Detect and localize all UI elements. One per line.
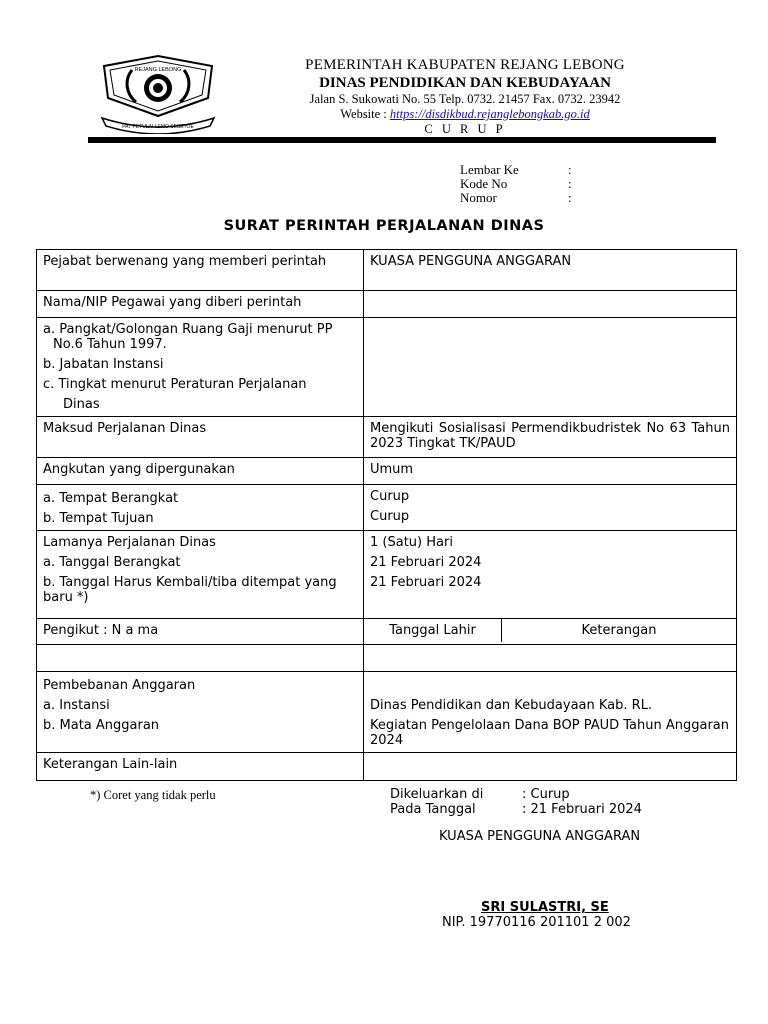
signatory-name: SRI SULASTRI, SE <box>481 900 609 915</box>
budget-account-value: Kegiatan Pengelolaan Dana BOP PAUD Tahun Anggaran 2024 <box>370 718 730 748</box>
agency-name: DINAS PENDIDIKAN DAN KEBUDAYAAN <box>319 75 611 91</box>
agency-address: Jalan S. Sukowati No. 55 Telp. 0732. 21457 Fax. 0732. 23942 <box>309 92 621 106</box>
letterhead <box>250 57 680 137</box>
issued-date-label: Pada Tanggal <box>390 802 476 817</box>
table-row <box>37 753 737 781</box>
code-label: Kode No <box>460 176 508 191</box>
agency-budget-value: Dinas Pendidikan dan Kebudayaan Kab. RL. <box>370 698 653 713</box>
destination-label: b. Tempat Tujuan <box>43 511 154 526</box>
table-row <box>37 250 737 291</box>
letterhead-divider <box>88 137 716 143</box>
other-remarks-label: Keterangan Lain-lain <box>37 753 364 781</box>
agency-website <box>250 107 680 122</box>
return-date-value: 21 Februari 2024 <box>370 575 482 590</box>
logo-motto-text: PAT PETULAI LEMO SESETOE <box>122 124 194 130</box>
employee-label: Nama/NIP Pegawai yang diberi perintah <box>37 291 364 318</box>
purpose-label: Maksud Perjalanan Dinas <box>37 417 364 458</box>
employee-value <box>364 291 737 318</box>
table-row <box>37 458 737 485</box>
rejang-lebong-logo <box>96 54 220 134</box>
document-title: SURAT PERINTAH PERJALANAN DINAS <box>223 218 545 234</box>
document-meta <box>460 163 572 205</box>
logo-top-text: REJANG LEBONG <box>134 67 182 73</box>
authority-label: Pejabat berwenang yang memberi perintah <box>37 250 364 291</box>
transport-value: Umum <box>364 458 737 485</box>
other-remarks-value <box>364 753 737 781</box>
table-row <box>37 417 737 458</box>
agency-budget-label: a. Instansi <box>43 698 110 713</box>
travel-level-label: c. Tingkat menurut Peraturan Perjalanan <box>43 377 307 392</box>
travel-order-table <box>36 249 737 781</box>
duration-label: Lamanya Perjalanan Dinas <box>43 535 216 550</box>
table-row <box>37 531 737 619</box>
duration-value: 1 (Satu) Hari <box>370 535 453 550</box>
budget-account-label: b. Mata Anggaran <box>43 718 160 733</box>
issuance-block <box>390 787 642 817</box>
signatory-position: KUASA PENGGUNA ANGGARAN <box>439 829 641 844</box>
rank-label: a. Pangkat/Golongan Ruang Gaji menurut PP No.6 Tahun 1997. <box>43 322 333 352</box>
birthdate-header: Tanggal Lahir <box>364 619 502 642</box>
remarks-header: Keterangan <box>581 623 657 638</box>
sheet-sep: : <box>568 162 572 177</box>
number-sep: : <box>568 190 572 205</box>
code-sep: : <box>568 176 572 191</box>
signatory-nip: NIP. 19770116 201101 2 002 <box>442 915 631 930</box>
departure-place-label: a. Tempat Berangkat <box>43 491 179 506</box>
position-label: b. Jabatan Instansi <box>43 357 164 372</box>
website-link[interactable]: https://disdikbud.rejanglebongkab.go.id <box>389 107 590 121</box>
issued-date-value: : 21 Februari 2024 <box>522 802 642 817</box>
government-name: PEMERINTAH KABUPATEN REJANG LEBONG <box>305 57 625 73</box>
issued-place-label: Dikeluarkan di <box>390 787 484 802</box>
transport-label: Angkutan yang dipergunakan <box>37 458 364 485</box>
sheet-label: Lembar Ke <box>460 162 519 177</box>
website-label: Website : <box>340 107 390 121</box>
departure-date-label: a. Tanggal Berangkat <box>43 555 181 570</box>
number-label: Nomor <box>460 190 497 205</box>
follower-label: Pengikut : N a ma <box>37 619 364 645</box>
table-row <box>37 291 737 318</box>
agency-city: C U R U P <box>424 122 506 136</box>
departure-place-value: Curup <box>370 489 410 504</box>
authority-value: KUASA PENGGUNA ANGGARAN <box>364 250 737 291</box>
table-row <box>37 672 737 753</box>
table-row <box>37 619 737 645</box>
return-date-label: b. Tanggal Harus Kembali/tiba ditempat yang baru *) <box>43 575 337 605</box>
destination-value: Curup <box>370 509 410 524</box>
travel-level-label-cont: Dinas <box>63 397 100 412</box>
purpose-value: Mengikuti Sosialisasi Permendikbudristek No 63 Tahun 2023 Tingkat TK/PAUD <box>364 417 737 458</box>
issued-place-value: : Curup <box>522 787 570 802</box>
table-row <box>37 645 737 672</box>
footnote: *) Coret yang tidak perlu <box>90 788 216 802</box>
table-row <box>37 318 737 417</box>
table-row <box>37 485 737 531</box>
departure-date-value: 21 Februari 2024 <box>370 555 482 570</box>
budget-label: Pembebanan Anggaran <box>43 678 196 693</box>
